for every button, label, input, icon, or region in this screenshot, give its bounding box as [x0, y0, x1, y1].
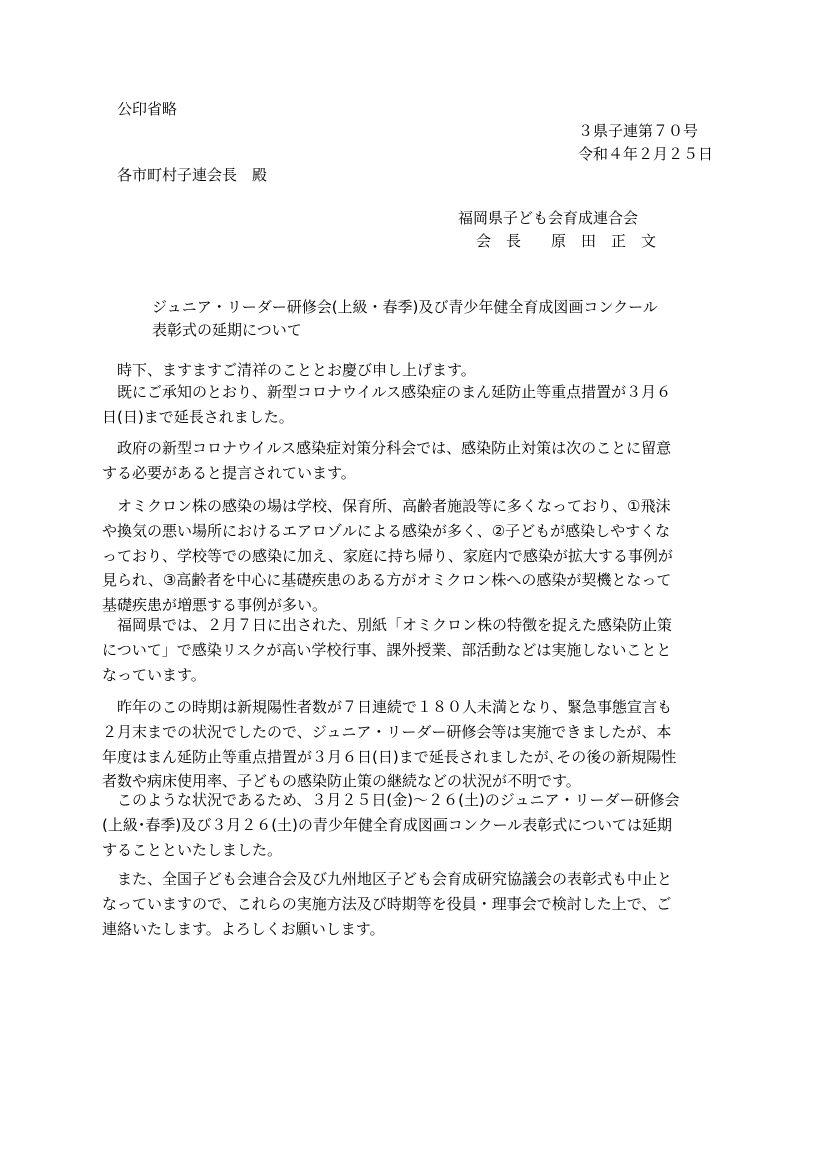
paragraph-line: また、全国子ども会連合会及び九州地区子ども会育成研究協議会の表彰式も中止と: [117, 870, 673, 888]
paragraph-line: 連絡いたします。よろしくお願いします。: [102, 919, 385, 938]
paragraph-last-year-comparison: [102, 695, 736, 794]
document-date: 令和４年２月２５日: [578, 145, 714, 163]
paragraph-line: なっています。: [102, 665, 206, 684]
paragraph-closing: [102, 867, 736, 941]
document-number: ３県子連第７０号: [578, 122, 699, 140]
paragraph-fukuoka-policy: [102, 613, 736, 687]
paragraph-line: 見られ、③高齢者を中心に基礎疾患のある方がオミクロン株への感染が契機となって: [102, 571, 672, 590]
paragraph-line: ２月末までの状況でしたので、ジュニア・リーダー研修会等は実施できましたが、本: [102, 722, 672, 741]
paragraph-extension: [102, 380, 736, 430]
paragraph-omicron-risks: [102, 494, 736, 618]
sender-title-name: 会 長 原 田 正 文: [476, 232, 657, 250]
paragraph-line: オミクロン株の感染の場は学校、保育所、高齢者施設等に多くなっており、①飛沫: [117, 497, 671, 515]
subject-line-2: 表彰式の延期について: [152, 321, 302, 339]
paragraph-line: について」で感染リスクが高い学校行事、課外授業、部活動などは実施しないことと: [102, 640, 672, 659]
paragraph-line: っており、学校等での感染に加え、家庭に持ち帰り、家庭内で感染が拡大する事例が: [102, 546, 673, 565]
paragraph-postponement: [102, 788, 736, 862]
paragraph-line: (上級･春季)及び３月２６(土)の青少年健全育成図画コンクール表彰式については延期: [102, 815, 673, 834]
paragraph-line: 既にご承知のとおり、新型コロナウイルス感染症のまん延防止等重点措置が３月６: [117, 383, 672, 401]
paragraph-line: なっていますので、これらの実施方法及び時期等を役員・理事会で検討した上で、ご: [102, 894, 672, 913]
greeting: 時下、ますますご清祥のこととお慶び申し上げます。: [117, 361, 476, 379]
paragraph-government-advice: [102, 436, 736, 486]
paragraph-line: 福岡県では、２月７日に出された、別紙「オミクロン株の特徴を捉えた感染防止策: [117, 616, 673, 634]
paragraph-line: 政府の新型コロナウイルス感染症対策分科会では、感染防止対策は次のことに留意: [117, 439, 672, 457]
paragraph-line: や換気の悪い場所におけるエアロゾルによる感染が多く、②子どもが感染しやすくな: [102, 521, 671, 540]
paragraph-line: することといたしました。: [102, 840, 283, 859]
seal-omitted-note: 公印省略: [117, 100, 178, 118]
paragraph-line: する必要があると提言されています。: [102, 463, 356, 482]
recipient: 各市町村子連会長 殿: [117, 166, 268, 184]
paragraph-line: 者数や病床使用率、子どもの感染防止策の継続などの状況が不明です。: [102, 772, 581, 791]
paragraph-line: 年度はまん延防止等重点措置が３月６日(日)まで延長されましたが､その後の新規陽性: [102, 747, 677, 766]
subject-line-1: ジュニア・リーダー研修会(上級・春季)及び青少年健全育成図画コンクール: [152, 298, 658, 316]
sender-organization: 福岡県子ども会育成連合会: [458, 209, 639, 227]
paragraph-line: 基礎疾患が増悪する事例が多い。: [102, 596, 328, 615]
paragraph-line: このような状況であるため、３月２５日(金)～２６(土)のジュニア・リーダー研修会: [117, 791, 680, 809]
paragraph-line: 日(日)まで延長されました。: [102, 407, 294, 426]
paragraph-line: 昨年のこの時期は新規陽性者数が７日連続で１８０人未満となり、緊急事態宣言も: [117, 698, 673, 716]
